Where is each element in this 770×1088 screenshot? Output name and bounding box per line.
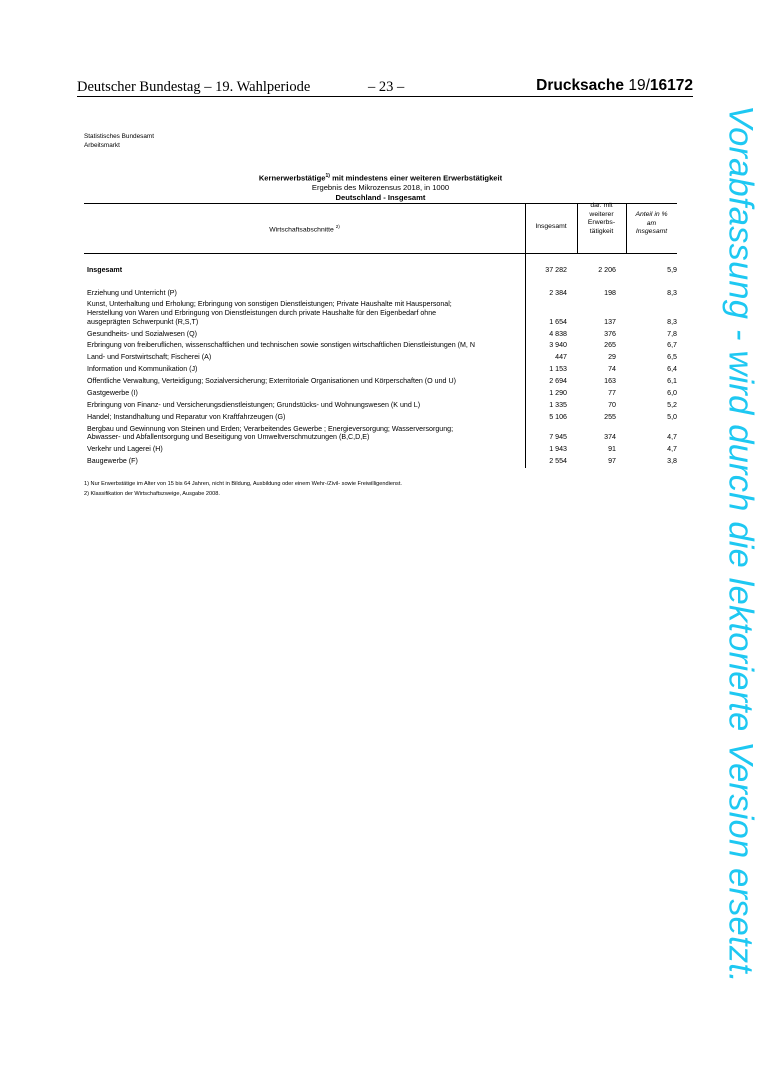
row-additional-value: 163 xyxy=(604,377,616,386)
footnote-2: 2) Klassifikation der Wirtschaftszweige, Ausgabe 2008. xyxy=(84,491,220,497)
source-org: Statistisches Bundesamt xyxy=(84,133,154,140)
header-rule xyxy=(77,96,693,97)
col-header-additional-line: Erwerbs- xyxy=(587,219,616,227)
row-total-value: 1 654 xyxy=(549,317,567,326)
source-block xyxy=(84,133,154,150)
row-total-value: 2 384 xyxy=(549,288,567,297)
row-additional-value: 74 xyxy=(608,365,616,374)
row-label xyxy=(87,425,527,442)
table-subtitle: Ergebnis des Mikrozensus 2018, in 1000 xyxy=(311,183,450,193)
row-total-value: 5 106 xyxy=(549,412,567,421)
row-total-value: 2 694 xyxy=(549,377,567,386)
row-label-line: Gesundheits- und Sozialwesen (Q) xyxy=(87,329,198,338)
row-label-line: Erbringung von Finanz- und Versicherungsdienstleistungen; Grundstücks- und Wohnungswesen (K und L) xyxy=(87,400,421,409)
col-header-sector-label: Wirtschaftsabschnitte xyxy=(269,226,334,234)
row-share-value: 6,0 xyxy=(667,389,677,397)
row-total-value: 1 335 xyxy=(549,400,567,409)
row-label-line: Land- und Forstwirtschaft; Fischerei (A) xyxy=(87,353,212,362)
row-share-value: 5,2 xyxy=(667,400,677,409)
col-header-additional xyxy=(577,202,626,236)
row-additional-value: 255 xyxy=(604,412,616,421)
col-header-additional-line: weiterer xyxy=(589,210,614,218)
header-bottom-rule xyxy=(84,253,677,254)
row-share-value: 6,7 xyxy=(667,341,677,350)
row-share-value: 7,8 xyxy=(667,329,677,338)
row-label xyxy=(87,353,527,362)
row-total-value: 3 940 xyxy=(549,341,567,350)
row-additional-value: 91 xyxy=(608,445,616,454)
table-title-block xyxy=(84,172,677,202)
draft-watermark: Vorabfassung - wird durch die lektorierte Version ersetzt. xyxy=(721,105,760,983)
row-additional-value: 374 xyxy=(604,433,616,442)
col-header-additional-line: dar. mit xyxy=(590,202,613,209)
row-additional-value: 77 xyxy=(608,389,616,397)
row-label-line: Herstellung von Waren und Erbringung von Dienstleistungen durch private Haushalte für den Eigenbedarf ohne xyxy=(87,308,437,317)
row-additional-value: 137 xyxy=(604,317,616,326)
col-header-additional-line: tätigkeit xyxy=(589,227,614,235)
row-label xyxy=(87,457,527,466)
row-label-line: Verkehr und Lagerei (H) xyxy=(87,445,163,454)
row-share-value: 5,0 xyxy=(667,412,677,421)
row-label-line: Baugewerbe (F) xyxy=(87,457,138,466)
row-share-value: 6,5 xyxy=(667,353,677,362)
row-total-value: 1 943 xyxy=(549,445,567,454)
row-label xyxy=(87,389,527,398)
row-additional-value: 2 206 xyxy=(598,266,616,274)
row-label xyxy=(87,289,527,298)
row-label: Insgesamt xyxy=(87,266,123,274)
col-header-share-line: Insgesamt xyxy=(635,228,668,236)
row-label xyxy=(87,401,527,410)
row-label xyxy=(87,300,527,326)
row-additional-value: 29 xyxy=(608,353,616,362)
row-share-value: 6,4 xyxy=(667,365,677,374)
row-label xyxy=(87,365,527,374)
col-header-share-line: am xyxy=(646,219,657,227)
doc-number-a: 19/ xyxy=(628,77,650,94)
row-label-line: Kunst, Unterhaltung und Erholung; Erbringung von sonstigen Dienstleistungen; Private Haushalte mit Hauspersonal; xyxy=(87,300,452,309)
row-share-value: 4,7 xyxy=(667,445,677,454)
col-header-total: Insgesamt xyxy=(535,223,567,230)
row-label-line: Bergbau und Gewinnung von Steinen und Erden; Verarbeitendes Gewerbe ; Energieversorgung; Wasserversorgung; xyxy=(87,424,454,433)
table-title xyxy=(84,172,677,183)
col-header-sector-footnote-ref: 2) xyxy=(335,224,340,229)
row-share-value: 4,7 xyxy=(667,433,677,442)
table-region: Deutschland - Insgesamt xyxy=(335,192,426,202)
row-label xyxy=(87,330,527,339)
row-share-value: 8,3 xyxy=(667,317,677,326)
row-label xyxy=(87,341,527,350)
row-additional-value: 376 xyxy=(604,329,616,338)
table-title-rest: mit mindestens einer weiteren Erwerbstätigkeit xyxy=(329,173,503,183)
row-label-line: Öffentliche Verwaltung, Verteidigung; Sozialversicherung; Exterritoriale Organisationen und Körperschaften (O und U) xyxy=(87,377,456,386)
row-additional-value: 97 xyxy=(608,457,616,466)
row-additional-value: 70 xyxy=(608,400,616,409)
col-header-share xyxy=(626,211,677,237)
source-dept: Arbeitsmarkt xyxy=(84,141,120,149)
table-title-footnote-ref: 1) xyxy=(325,173,330,179)
col-header-sector xyxy=(84,223,525,235)
page-number: – 23 – xyxy=(368,79,405,95)
row-share-value: 8,3 xyxy=(667,288,677,297)
doc-number-b: 16172 xyxy=(649,77,693,94)
col-header-share-line: Anteil in % xyxy=(635,211,668,218)
document-number xyxy=(536,77,693,95)
row-label xyxy=(87,377,527,386)
row-total-value: 1 290 xyxy=(549,389,567,397)
row-total-value: 1 153 xyxy=(549,365,567,374)
header-title: Deutscher Bundestag – 19. Wahlperiode xyxy=(77,79,311,95)
row-label-line: Erbringung von freiberuflichen, wissenschaftlichen und technischen sowie sonstigen wirtschaftlichen Dienstleistungen (M, N xyxy=(87,341,475,350)
row-label-line: Gastgewerbe (I) xyxy=(87,389,138,397)
row-additional-value: 265 xyxy=(604,341,616,350)
row-total-value: 447 xyxy=(555,353,567,362)
row-total-value: 37 282 xyxy=(545,266,567,274)
row-label-line: Information und Kommunikation (J) xyxy=(87,365,198,374)
row-share-value: 5,9 xyxy=(667,266,677,274)
row-label-line: ausgeprägten Schwerpunkt (R,S,T) xyxy=(87,317,199,326)
row-label xyxy=(87,413,527,422)
row-total-value: 4 838 xyxy=(549,329,567,338)
row-label xyxy=(87,445,527,454)
row-additional-value: 198 xyxy=(604,288,616,297)
row-total-value: 2 554 xyxy=(549,457,567,466)
table-title-main: Kernerwerbstätige xyxy=(258,173,326,183)
row-label-line: Handel; Instandhaltung und Reparatur von Kraftfahrzeugen (G) xyxy=(87,412,286,421)
row-label-line: Abwasser- und Abfallentsorgung und Beseitigung von Umweltverschmutzungen (B,C,D,E) xyxy=(87,433,370,442)
row-share-value: 6,1 xyxy=(667,377,677,386)
row-label-line: Erziehung und Unterricht (P) xyxy=(87,288,177,297)
footnote-1: 1) Nur Erwerbstätige im Alter von 15 bis 64 Jahren, nicht in Bildung, Ausbildung oder einem Wehr-/Zivil- sowie Freiwilligendienst. xyxy=(84,481,402,487)
row-share-value: 3,8 xyxy=(667,457,677,466)
doc-label: Drucksache xyxy=(536,77,625,94)
row-total-value: 7 945 xyxy=(549,433,567,442)
